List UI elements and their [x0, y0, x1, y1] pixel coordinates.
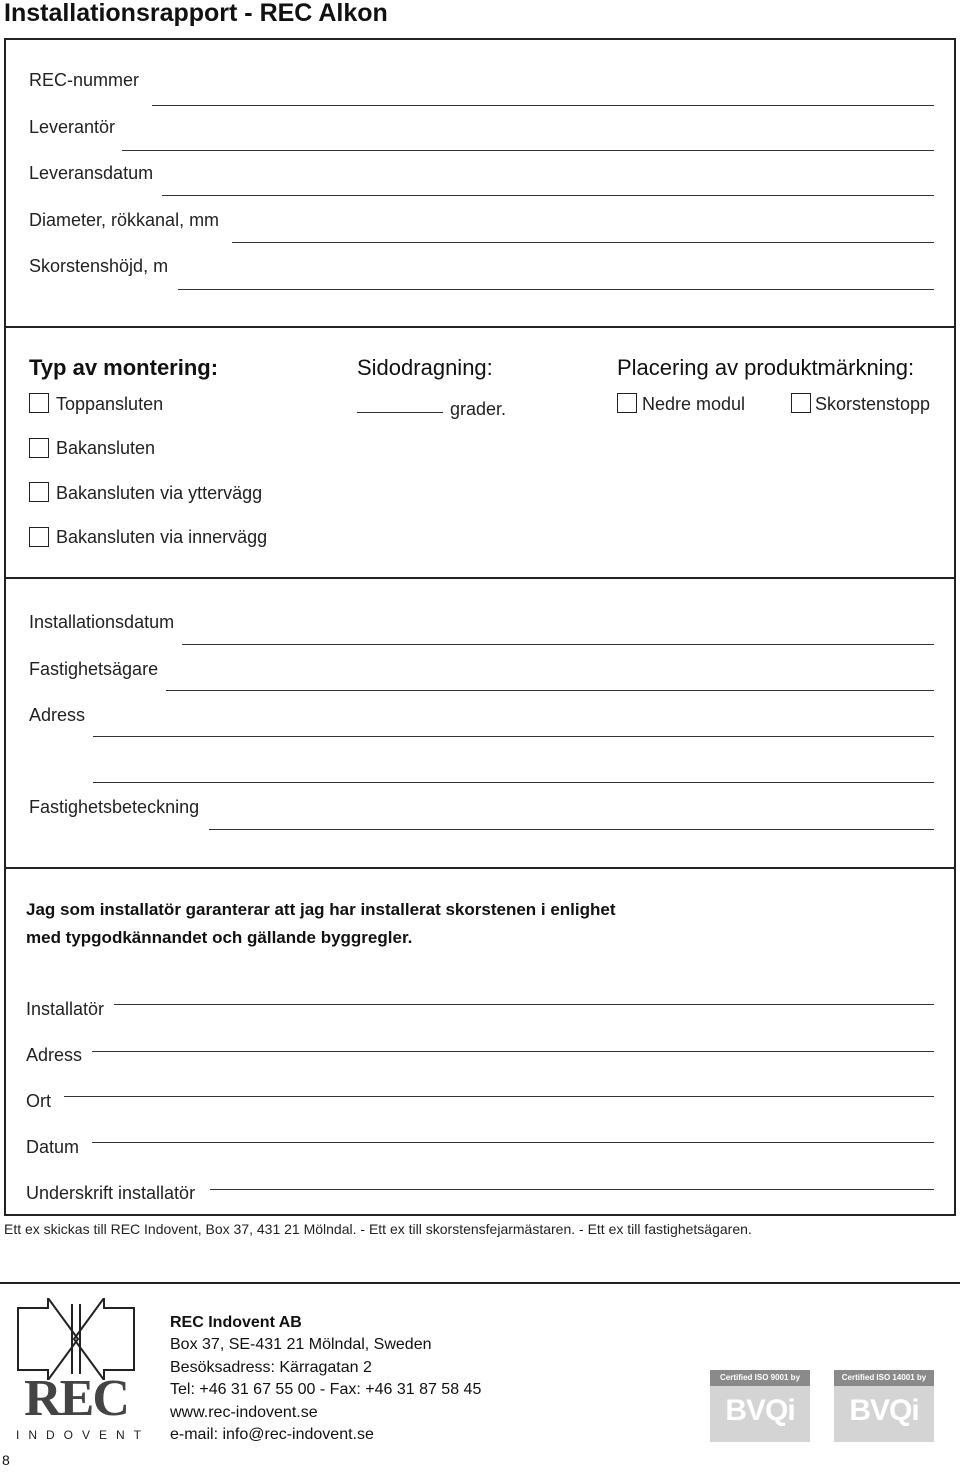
supplier-label: Leverantör [29, 117, 116, 137]
rec-logo-sub: INDOVENT [16, 1428, 151, 1442]
bakansluten-label: Bakansluten [56, 438, 156, 458]
nedre-modul-label: Nedre modul [642, 394, 746, 414]
bakansluten-ytter-label: Bakansluten via yttervägg [56, 483, 263, 503]
property-section [4, 577, 956, 869]
side-draw-degrees-field[interactable] [357, 412, 443, 413]
toppansluten-checkbox[interactable] [29, 393, 49, 413]
installer-date-field[interactable] [92, 1142, 934, 1143]
installer-address-label: Adress [26, 1045, 83, 1065]
installer-city-field[interactable] [64, 1096, 934, 1097]
installer-field[interactable] [114, 1004, 934, 1005]
installer-city-label: Ort [26, 1091, 51, 1111]
rec-logo-word: REC [24, 1370, 128, 1427]
delivery-date-field[interactable] [162, 195, 934, 196]
designation-field[interactable] [209, 829, 934, 830]
page-number: 8 [2, 1452, 10, 1468]
bvqi-logo-2: BVQi [849, 1394, 919, 1427]
rec-arrows-icon [14, 1298, 138, 1380]
delivery-date-label: Leveransdatum [29, 163, 154, 183]
supplier-field[interactable] [122, 150, 934, 151]
owner-field[interactable] [166, 690, 934, 691]
toppansluten-label: Toppansluten [56, 394, 164, 414]
iso-9001-text: Certified ISO 9001 by [710, 1370, 810, 1386]
bakansluten-ytter-checkbox[interactable] [29, 482, 49, 502]
footer-divider [0, 1282, 960, 1284]
diameter-label: Diameter, rökkanal, mm [29, 210, 220, 230]
email-link[interactable]: e-mail: info@rec-indovent.se [170, 1426, 374, 1444]
website-link[interactable]: www.rec-indovent.se [170, 1403, 318, 1421]
bvqi-logo-1: BVQi [725, 1394, 795, 1427]
address-label: Adress [29, 705, 86, 725]
signature-field[interactable] [210, 1189, 934, 1190]
distribution-note: Ett ex skickas till REC Indovent, Box 37, 431 21 Mölndal. - Ett ex till skorstensfejarmästaren. - Ett ex till fastighetsägaren. [4, 1221, 752, 1237]
phone-fax: Tel: +46 31 67 55 00 - Fax: +46 31 87 58 45 [170, 1381, 482, 1399]
page-title: Installationsrapport - REC Alkon [4, 0, 388, 27]
visiting-address: Besöksadress: Kärragatan 2 [170, 1358, 372, 1376]
iso-9001-badge [710, 1370, 810, 1442]
installer-date-label: Datum [26, 1137, 80, 1157]
address-field-1[interactable] [93, 736, 934, 737]
bakansluten-inner-label: Bakansluten via innervägg [56, 527, 268, 547]
guarantee-line-2: med typgodkännandet och gällande byggregler. [26, 928, 413, 947]
mounting-heading: Typ av montering: [29, 355, 219, 380]
skorstenstopp-label: Skorstenstopp [815, 394, 931, 414]
chimney-height-field[interactable] [178, 289, 934, 290]
install-date-field[interactable] [182, 644, 934, 645]
rec-logo [14, 1298, 151, 1446]
bakansluten-checkbox[interactable] [29, 438, 49, 458]
side-draw-heading: Sidodragning: [357, 355, 493, 380]
install-date-label: Installationsdatum [29, 612, 175, 632]
designation-label: Fastighetsbeteckning [29, 797, 200, 817]
address-field-2[interactable] [93, 782, 934, 783]
guarantee-line-1: Jag som installatör garanterar att jag har installerat skorstenen i enlighet [26, 900, 616, 919]
bakansluten-inner-checkbox[interactable] [29, 527, 49, 547]
company-name: REC Indovent AB [170, 1314, 302, 1331]
nedre-modul-checkbox[interactable] [617, 393, 637, 413]
signature-label: Underskrift installatör [26, 1183, 196, 1203]
diameter-field[interactable] [232, 242, 934, 243]
product-section [4, 38, 956, 328]
contact-block [170, 1312, 481, 1446]
rec-number-label: REC-nummer [29, 70, 140, 90]
installer-address-field[interactable] [92, 1051, 934, 1052]
marking-heading: Placering av produktmärkning: [617, 355, 915, 380]
postal-address: Box 37, SE-431 21 Mölndal, Sweden [170, 1336, 432, 1354]
owner-label: Fastighetsägare [29, 659, 159, 679]
iso-14001-badge [834, 1370, 934, 1442]
installer-label: Installatör [26, 999, 105, 1019]
iso-14001-text: Certified ISO 14001 by [834, 1370, 934, 1386]
mounting-section [4, 326, 956, 579]
chimney-height-label: Skorstenshöjd, m [29, 256, 169, 276]
degrees-unit: grader. [450, 399, 507, 419]
guarantee-statement [26, 896, 726, 952]
rec-number-field[interactable] [152, 105, 934, 106]
skorstenstopp-checkbox[interactable] [791, 393, 811, 413]
